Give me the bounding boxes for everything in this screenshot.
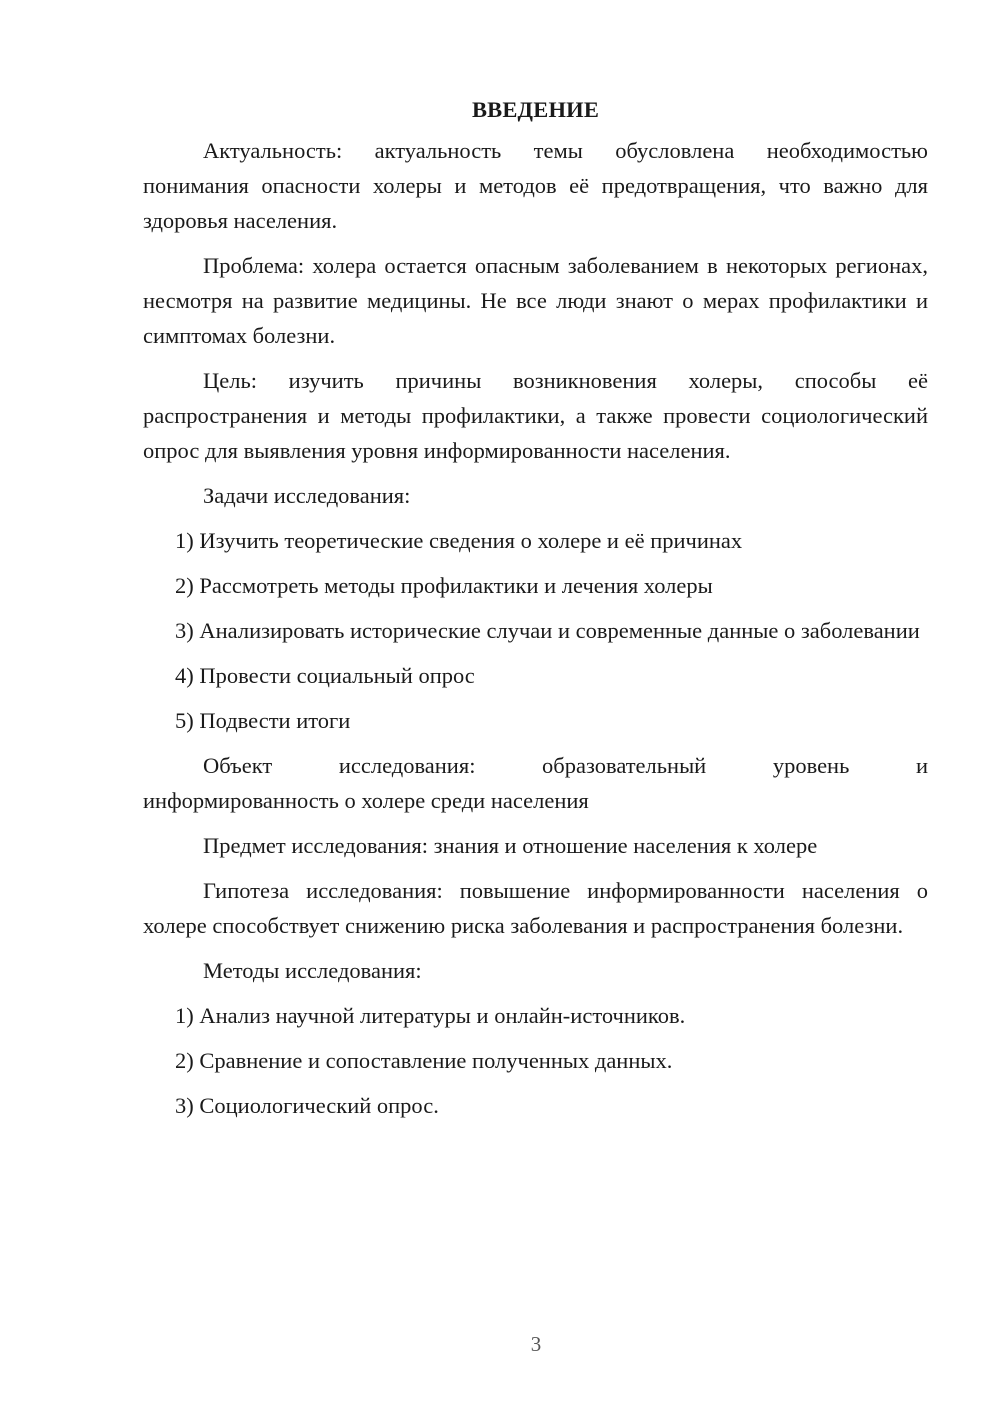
problem-paragraph: Проблема: холера остается опасным заболеванием в некоторых регионах, несмотря на развитие медицины. Не все люди знают о мерах профилактики и симптомах болезни. [143,253,928,348]
method-item: 3) Социологический опрос. [175,1093,439,1118]
task-item: 3) Анализировать исторические случаи и современные данные о заболевании [175,618,920,643]
method-item: 2) Сравнение и сопоставление полученных данных. [175,1048,673,1073]
task-item: 5) Подвести итоги [175,708,351,733]
task-item: 1) Изучить теоретические сведения о холере и её причинах [175,528,743,553]
goal-paragraph: Цель: изучить причины возникновения холеры, способы её распространения и методы профилактики, а также провести социологический опрос для выявления уровня информированности населения. [143,368,928,463]
subject-paragraph: Предмет исследования: знания и отношение населения к холере [203,833,818,858]
document-page [143,92,928,1133]
page-number: 3 [530,1332,542,1356]
page-heading: ВВЕДЕНИЕ [471,97,600,122]
object-line-1: Объект исследования: образовательный уровень и [203,753,928,778]
hypothesis-paragraph: Гипотеза исследования: повышение информированности населения о холере способствует снижению риска заболевания и распространения болезни. [143,878,928,938]
object-line-2: информированность о холере среди населения [143,788,589,813]
task-item: 4) Провести социальный опрос [175,663,475,688]
relevance-paragraph: Актуальность: актуальность темы обусловлена необходимостью понимания опасности холеры и методов её предотвращения, что важно для здоровья населения. [143,138,928,233]
method-item: 1) Анализ научной литературы и онлайн-источников. [175,1003,686,1028]
object-paragraph [143,748,928,818]
task-item: 2) Рассмотреть методы профилактики и лечения холеры [175,573,713,598]
methods-label: Методы исследования: [203,958,422,983]
tasks-label: Задачи исследования: [203,483,411,508]
